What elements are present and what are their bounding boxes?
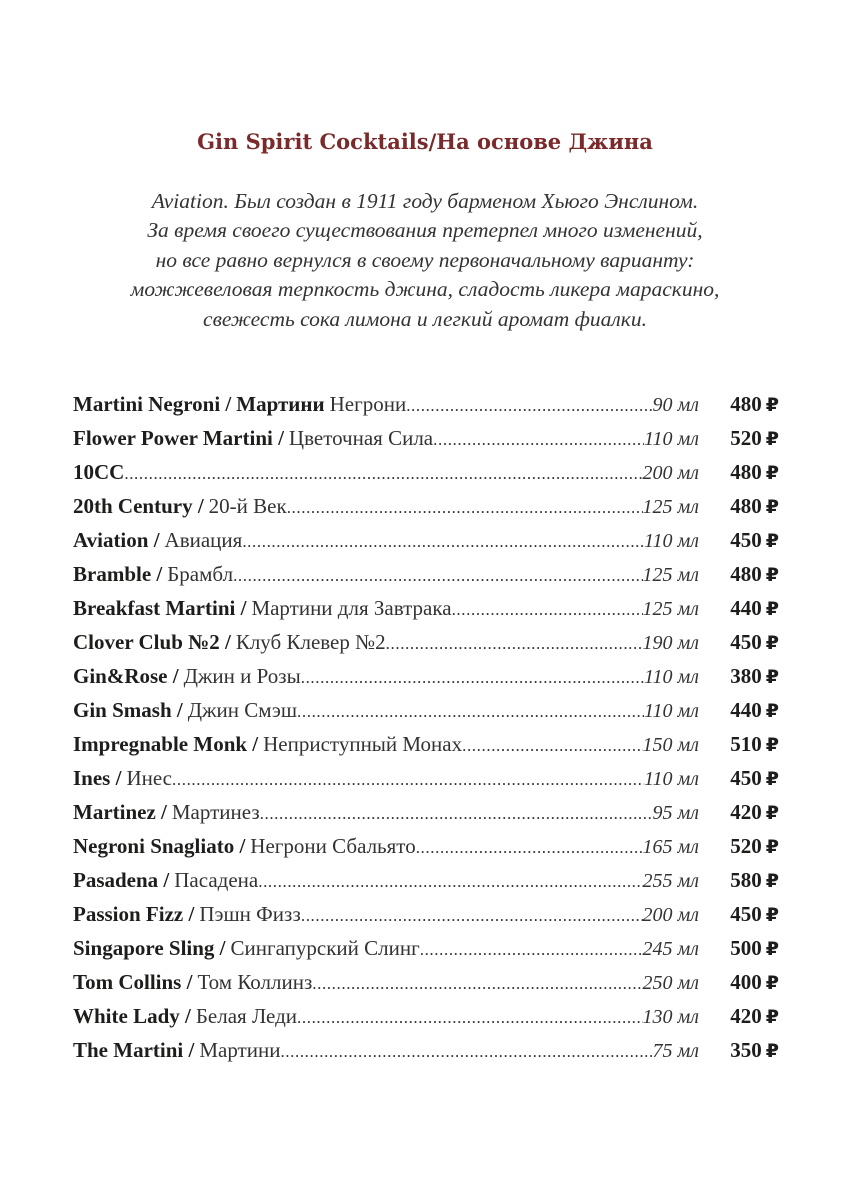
ruble-icon: ₽	[765, 700, 779, 722]
menu-item	[73, 698, 779, 732]
menu-item-name-ru: Негрони Сбальято	[250, 834, 416, 858]
menu-item-name-ru: 20-й Век	[208, 494, 287, 518]
menu-item-volume: 125 мл	[642, 564, 699, 586]
menu-item-volume: 150 мл	[642, 734, 699, 756]
menu-item-price	[730, 902, 779, 927]
menu-item-name	[73, 1004, 699, 1029]
description-line: Aviation. Был создан в 1911 году барменом Хьюго Энслином.	[151, 189, 699, 213]
ruble-icon: ₽	[765, 972, 779, 994]
menu-item-name-en: Singapore Sling /	[73, 936, 226, 960]
menu-item-volume: 125 мл	[642, 598, 699, 620]
dot-leader	[124, 464, 642, 484]
price-value: 450	[730, 902, 762, 926]
menu-item-name	[73, 868, 699, 893]
menu-item-name-ru: Мартини для Завтрака	[251, 596, 452, 620]
menu-item-volume: 110 мл	[644, 428, 699, 450]
menu-item-price	[730, 528, 779, 553]
menu-item-volume: 110 мл	[644, 700, 699, 722]
menu-item-name-en: 20th Century /	[73, 494, 204, 518]
menu-item-price	[730, 460, 779, 485]
menu-item-volume: 255 мл	[642, 870, 699, 892]
ruble-icon: ₽	[765, 598, 779, 620]
menu-item-price	[730, 562, 779, 587]
menu-item-name-ru: Мартинез	[171, 800, 260, 824]
menu-item-name-en: The Martini /	[73, 1038, 195, 1062]
menu-item	[73, 970, 779, 1004]
menu-item-name-ru: Джин Смэш	[187, 698, 298, 722]
menu-item	[73, 800, 779, 834]
price-value: 520	[730, 426, 762, 450]
menu-item-name-ru: Джин и Розы	[183, 664, 301, 688]
menu-item-name	[73, 766, 699, 791]
ruble-icon: ₽	[765, 496, 779, 518]
ruble-icon: ₽	[765, 938, 779, 960]
price-value: 350	[730, 1038, 762, 1062]
menu-item-name	[73, 936, 699, 961]
ruble-icon: ₽	[765, 768, 779, 790]
menu-item-price	[730, 698, 779, 723]
menu-item-price	[730, 800, 779, 825]
menu-item-name-en: Clover Club №2 /	[73, 630, 231, 654]
menu-item-name-ru: Неприступный Монах	[263, 732, 463, 756]
menu-item-name-en: Impregnable Monk /	[73, 732, 259, 756]
menu-item	[73, 766, 779, 800]
menu-item-name-ru: Мартини	[199, 1038, 281, 1062]
menu-item-name-en: 10CC	[73, 460, 125, 484]
ruble-icon: ₽	[765, 904, 779, 926]
menu-item-name	[73, 596, 699, 621]
price-value: 480	[730, 562, 762, 586]
menu-item-name	[73, 630, 699, 655]
menu-item-name-ru: Белая Леди	[195, 1004, 298, 1028]
menu-item-price	[730, 766, 779, 791]
dot-leader	[297, 702, 644, 722]
menu-item-name-en: Tom Collins /	[73, 970, 193, 994]
menu-item-name-en: Breakfast Martini /	[73, 596, 247, 620]
menu-item-volume: 75 мл	[652, 1040, 699, 1062]
menu-item-name-en: Gin Smash /	[73, 698, 183, 722]
dot-leader	[462, 736, 642, 756]
menu-item-name-en: Passion Fizz /	[73, 902, 195, 926]
ruble-icon: ₽	[765, 530, 779, 552]
dot-leader	[452, 600, 643, 620]
menu-item-name	[73, 800, 699, 825]
menu-item-name-en: Bramble /	[73, 562, 163, 586]
dot-leader	[406, 396, 652, 416]
menu-item	[73, 868, 779, 902]
menu-item	[73, 630, 779, 664]
dot-leader	[242, 532, 644, 552]
ruble-icon: ₽	[765, 428, 779, 450]
price-value: 450	[730, 766, 762, 790]
dot-leader	[260, 804, 653, 824]
price-value: 520	[730, 834, 762, 858]
menu-item-name	[73, 902, 699, 927]
description-line: можжевеловая терпкость джина, сладость ликера мараскино,	[130, 277, 720, 302]
menu-item-name-ru: Том Коллинз	[197, 970, 313, 994]
menu-item-name-ru: Пасадена	[174, 868, 259, 892]
description-line: но все равно вернулся в своему первоначальному варианту:	[155, 247, 695, 272]
menu-item-price	[730, 834, 779, 859]
menu-item-name-en: Ines /	[73, 766, 122, 790]
price-value: 450	[730, 528, 762, 552]
dot-leader	[258, 872, 642, 892]
menu-item-name	[73, 664, 699, 689]
ruble-icon: ₽	[765, 802, 779, 824]
menu-item-name-en: White Lady /	[73, 1004, 191, 1028]
menu-item-volume: 200 мл	[642, 462, 699, 484]
price-value: 510	[730, 732, 762, 756]
menu-item-name-en: Negroni Snagliato /	[73, 834, 246, 858]
ruble-icon: ₽	[765, 462, 779, 484]
menu-item-price	[730, 596, 779, 621]
ruble-icon: ₽	[765, 1006, 779, 1028]
dot-leader	[233, 566, 642, 586]
price-value: 480	[730, 460, 762, 484]
menu-item	[73, 528, 779, 562]
menu-item-volume: 90 мл	[652, 394, 699, 416]
menu-item-name-en: Martini Negroni /	[73, 392, 232, 416]
menu-item-name-ru-bold: Мартини	[236, 392, 325, 416]
menu-item-name-ru: Негрони	[329, 392, 407, 416]
menu-item-volume: 110 мл	[644, 666, 699, 688]
ruble-icon: ₽	[765, 632, 779, 654]
menu-item-name-en: Aviation /	[73, 528, 160, 552]
menu-item	[73, 494, 779, 528]
cocktail-description	[60, 187, 790, 334]
ruble-icon: ₽	[765, 394, 779, 416]
menu-item-price	[730, 1038, 779, 1063]
menu-item-volume: 110 мл	[644, 530, 699, 552]
menu-item	[73, 392, 779, 426]
description-line: За время своего существования претерпел много изменений,	[147, 218, 703, 243]
price-value: 420	[730, 800, 762, 824]
menu-item-price	[730, 936, 779, 961]
menu-item-name	[73, 1038, 699, 1063]
menu-item-name-ru: Сингапурский Слинг	[230, 936, 420, 960]
price-value: 380	[730, 664, 762, 688]
menu-item-volume: 110 мл	[644, 768, 699, 790]
dot-leader	[287, 498, 643, 518]
ruble-icon: ₽	[765, 734, 779, 756]
price-value: 420	[730, 1004, 762, 1028]
price-value: 480	[730, 392, 762, 416]
ruble-icon: ₽	[765, 870, 779, 892]
menu-item	[73, 1004, 779, 1038]
menu-item-volume: 95 мл	[652, 802, 699, 824]
ruble-icon: ₽	[765, 564, 779, 586]
menu-item-price	[730, 1004, 779, 1029]
menu-item	[73, 596, 779, 630]
menu-item-volume: 125 мл	[642, 496, 699, 518]
menu-item-name	[73, 562, 699, 587]
price-value: 440	[730, 698, 762, 722]
menu-item-name	[73, 732, 699, 757]
menu-item-volume: 165 мл	[642, 836, 699, 858]
dot-leader	[172, 770, 644, 790]
menu-item	[73, 562, 779, 596]
cocktail-list	[73, 392, 779, 1072]
menu-item-name	[73, 834, 699, 859]
menu-item-name-en: Martinez /	[73, 800, 167, 824]
menu-item-volume: 130 мл	[642, 1006, 699, 1028]
menu-item-name-ru: Авиация	[164, 528, 243, 552]
menu-item-name	[73, 698, 699, 723]
price-value: 480	[730, 494, 762, 518]
price-value: 500	[730, 936, 762, 960]
dot-leader	[280, 1042, 652, 1062]
menu-item-name-ru: Инес	[126, 766, 173, 790]
menu-item	[73, 732, 779, 766]
dot-leader	[297, 1008, 643, 1028]
menu-item-price	[730, 970, 779, 995]
description-line: свежесть сока лимона и легкий аромат фиалки.	[203, 306, 647, 331]
price-value: 440	[730, 596, 762, 620]
menu-item-price	[730, 868, 779, 893]
menu-item-volume: 250 мл	[642, 972, 699, 994]
dot-leader	[386, 634, 643, 654]
menu-item	[73, 664, 779, 698]
dot-leader	[416, 838, 643, 858]
menu-item	[73, 426, 779, 460]
dot-leader	[420, 940, 643, 960]
menu-item-name-en: Gin&Rose /	[73, 664, 179, 688]
ruble-icon: ₽	[765, 666, 779, 688]
ruble-icon: ₽	[765, 836, 779, 858]
menu-item-volume: 200 мл	[642, 904, 699, 926]
dot-leader	[301, 906, 643, 926]
menu-item-volume: 245 мл	[642, 938, 699, 960]
menu-item-volume: 190 мл	[642, 632, 699, 654]
menu-item	[73, 936, 779, 970]
menu-item-price	[730, 392, 779, 417]
menu-item-name	[73, 460, 699, 485]
menu-item	[73, 1038, 779, 1072]
dot-leader	[433, 430, 644, 450]
menu-item-name-ru: Клуб Клевер №2	[235, 630, 386, 654]
menu-item-name	[73, 392, 699, 417]
menu-item	[73, 460, 779, 494]
dot-leader	[301, 668, 644, 688]
price-value: 400	[730, 970, 762, 994]
dot-leader	[312, 974, 642, 994]
price-value: 580	[730, 868, 762, 892]
menu-item-price	[730, 664, 779, 689]
ruble-icon: ₽	[765, 1040, 779, 1062]
menu-item-name-ru: Пэшн Физз	[199, 902, 301, 926]
menu-item-price	[730, 732, 779, 757]
menu-item-name	[73, 494, 699, 519]
menu-item	[73, 834, 779, 868]
menu-item-name	[73, 970, 699, 995]
menu-item-name-ru: Брамбл	[167, 562, 234, 586]
menu-item-name-en: Flower Power Martini /	[73, 426, 284, 450]
menu-item-price	[730, 494, 779, 519]
menu-item	[73, 902, 779, 936]
menu-item-price	[730, 630, 779, 655]
price-value: 450	[730, 630, 762, 654]
menu-item-name	[73, 426, 699, 451]
page-title: Gin Spirit Cocktails/На основе Джина	[197, 129, 653, 154]
menu-item-name-ru: Цветочная Сила	[288, 426, 434, 450]
menu-item-name-en: Pasadena /	[73, 868, 170, 892]
menu-item-price	[730, 426, 779, 451]
menu-item-name	[73, 528, 699, 553]
